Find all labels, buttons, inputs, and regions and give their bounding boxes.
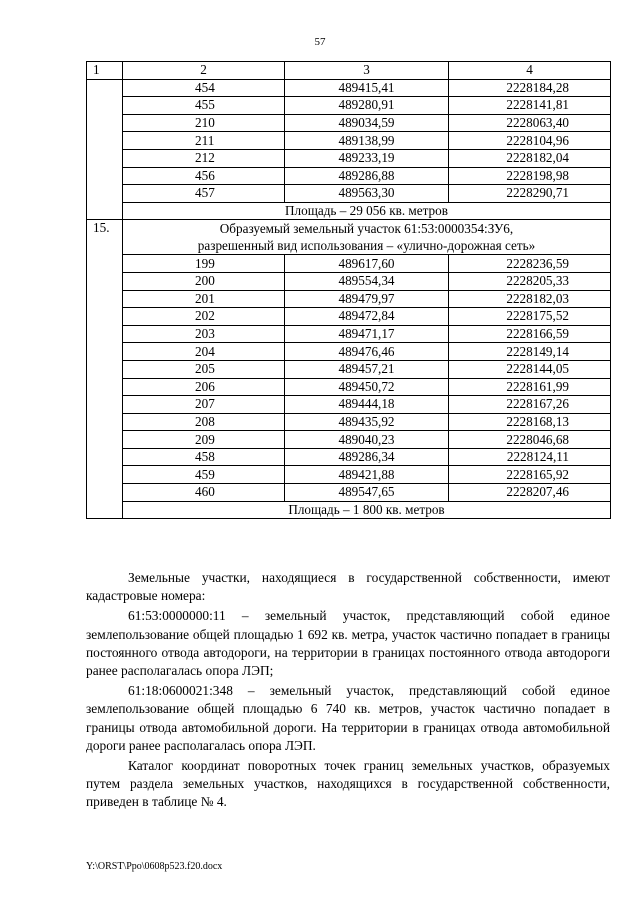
table-row (87, 431, 611, 449)
table-row (87, 343, 611, 361)
y-coordinate-cell: 2228165,92 (449, 466, 611, 484)
y-coordinate-cell: 2228168,13 (449, 413, 611, 431)
point-number-cell: 208 (123, 413, 285, 431)
x-coordinate-cell: 489471,17 (285, 325, 449, 343)
table-row (87, 484, 611, 502)
area-row (87, 202, 611, 220)
page-number: 57 (314, 36, 326, 48)
y-coordinate-cell: 2228124,11 (449, 448, 611, 466)
table-row (87, 378, 611, 396)
y-coordinate-cell: 2228167,26 (449, 396, 611, 414)
x-coordinate-cell: 489233,19 (285, 149, 449, 167)
file-path-footer: Y:\ORST\Ppo\0608p523.f20.docx (86, 861, 223, 872)
table-row (87, 79, 611, 97)
x-coordinate-cell: 489138,99 (285, 132, 449, 150)
point-number-cell: 200 (123, 272, 285, 290)
header-cell: 3 (285, 62, 449, 80)
y-coordinate-cell: 2228290,71 (449, 185, 611, 203)
point-number-cell: 199 (123, 255, 285, 273)
y-coordinate-cell: 2228063,40 (449, 114, 611, 132)
table-row (87, 132, 611, 150)
y-coordinate-cell: 2228104,96 (449, 132, 611, 150)
area-cell: Площадь – 1 800 кв. метров (123, 501, 611, 519)
table-row (87, 167, 611, 185)
y-coordinate-cell: 2228149,14 (449, 343, 611, 361)
point-number-cell: 454 (123, 79, 285, 97)
point-number-cell: 202 (123, 308, 285, 326)
y-coordinate-cell: 2228144,05 (449, 360, 611, 378)
paragraph-parcel-1: 61:53:0000000:11 – земельный участок, представляющий собой единое землепользование общей площадью 1 692 кв. метра, участок частично попадает в границы постоянного отвода автодороги, на территории в границах постоянного отвода автодороги ранее располагалась опора ЛЭП; (86, 608, 610, 679)
x-coordinate-cell: 489040,23 (285, 431, 449, 449)
y-coordinate-cell: 2228182,03 (449, 290, 611, 308)
x-coordinate-cell: 489547,65 (285, 484, 449, 502)
point-number-cell: 210 (123, 114, 285, 132)
x-coordinate-cell: 489563,30 (285, 185, 449, 203)
body-text (86, 569, 610, 812)
point-number-cell: 209 (123, 431, 285, 449)
parcel-title-line-2: разрешенный вид использования – «улично-дорожная сеть» (197, 238, 536, 254)
x-coordinate-cell: 489286,34 (285, 448, 449, 466)
y-coordinate-cell: 2228207,46 (449, 484, 611, 502)
header-cell: 1 (87, 62, 123, 80)
point-number-cell: 201 (123, 290, 285, 308)
table-header-row (87, 62, 611, 80)
table-row (87, 325, 611, 343)
y-coordinate-cell: 2228166,59 (449, 325, 611, 343)
x-coordinate-cell: 489554,34 (285, 272, 449, 290)
point-number-cell: 203 (123, 325, 285, 343)
parcel-title-cell (123, 220, 611, 255)
table-row (87, 149, 611, 167)
paragraph-parcel-2: 61:18:0600021:348 – земельный участок, представляющий собой единое землепользование общей площадью 6 740 кв. метров, участок частично попадает в границы отвода автомобильной дороги. На территории в границах отвода автомобильной дороги ранее располагалась опора ЛЭП. (86, 683, 610, 753)
area-cell: Площадь – 29 056 кв. метров (123, 202, 611, 220)
table-row (87, 466, 611, 484)
row-number-cell: 15. (87, 220, 123, 519)
x-coordinate-cell: 489457,21 (285, 360, 449, 378)
y-coordinate-cell: 2228184,28 (449, 79, 611, 97)
x-coordinate-cell: 489415,41 (285, 79, 449, 97)
header-cell: 4 (449, 62, 611, 80)
point-number-cell: 205 (123, 360, 285, 378)
point-number-cell: 207 (123, 396, 285, 414)
point-number-cell: 460 (123, 484, 285, 502)
x-coordinate-cell: 489476,46 (285, 343, 449, 361)
table-row (87, 308, 611, 326)
point-number-cell: 212 (123, 149, 285, 167)
table-row (87, 185, 611, 203)
x-coordinate-cell: 489617,60 (285, 255, 449, 273)
y-coordinate-cell: 2228182,04 (449, 149, 611, 167)
x-coordinate-cell: 489444,18 (285, 396, 449, 414)
area-row (87, 501, 611, 519)
paragraph-intro: Земельные участки, находящиеся в государственной собственности, имеют кадастровые номера: (86, 570, 610, 604)
y-coordinate-cell: 2228175,52 (449, 308, 611, 326)
point-number-cell: 457 (123, 185, 285, 203)
table-row (87, 413, 611, 431)
y-coordinate-cell: 2228161,99 (449, 378, 611, 396)
parcel-title-row (87, 220, 611, 255)
table-row (87, 290, 611, 308)
point-number-cell: 206 (123, 378, 285, 396)
parcel-title-line-1: Образуемый земельный участок 61:53:0000354:ЗУ6, (219, 221, 514, 237)
y-coordinate-cell: 2228205,33 (449, 272, 611, 290)
table-row (87, 360, 611, 378)
table-row (87, 396, 611, 414)
point-number-cell: 456 (123, 167, 285, 185)
x-coordinate-cell: 489435,92 (285, 413, 449, 431)
row-number-cell (87, 79, 123, 220)
x-coordinate-cell: 489421,88 (285, 466, 449, 484)
x-coordinate-cell: 489450,72 (285, 378, 449, 396)
x-coordinate-cell: 489286,88 (285, 167, 449, 185)
y-coordinate-cell: 2228141,81 (449, 97, 611, 115)
y-coordinate-cell: 2228198,98 (449, 167, 611, 185)
point-number-cell: 204 (123, 343, 285, 361)
y-coordinate-cell: 2228236,59 (449, 255, 611, 273)
coordinates-table (86, 61, 611, 519)
table-row (87, 255, 611, 273)
x-coordinate-cell: 489280,91 (285, 97, 449, 115)
point-number-cell: 455 (123, 97, 285, 115)
point-number-cell: 211 (123, 132, 285, 150)
paragraph-catalog: Каталог координат поворотных точек границ земельных участков, образуемых путем раздела земельных участков, находящихся в государственной собственности, приведен в таблице № 4. (86, 758, 610, 810)
x-coordinate-cell: 489472,84 (285, 308, 449, 326)
x-coordinate-cell: 489479,97 (285, 290, 449, 308)
table-row (87, 97, 611, 115)
table-row (87, 272, 611, 290)
table-row (87, 448, 611, 466)
x-coordinate-cell: 489034,59 (285, 114, 449, 132)
point-number-cell: 459 (123, 466, 285, 484)
table-row (87, 114, 611, 132)
point-number-cell: 458 (123, 448, 285, 466)
header-cell: 2 (123, 62, 285, 80)
y-coordinate-cell: 2228046,68 (449, 431, 611, 449)
